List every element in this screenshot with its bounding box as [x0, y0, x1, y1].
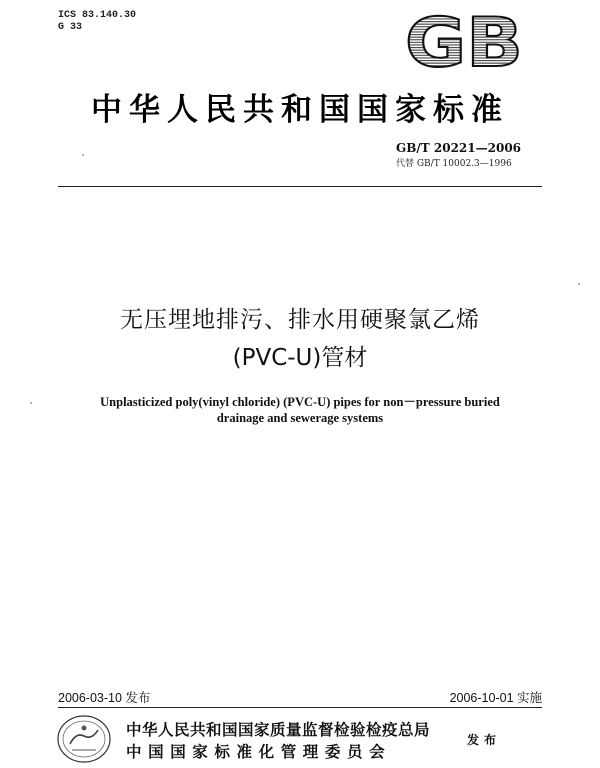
bottom-divider: [58, 707, 542, 708]
gb-logo-letters: GB: [405, 8, 523, 74]
ics-code: ICS 83.140.30: [58, 10, 137, 21]
standard-number: GB/T 20221—2006: [396, 141, 522, 155]
english-title-line-2: drainage and sewerage systems: [216, 411, 384, 425]
chinese-title-line-1: 无压埋地排污、排水用硬聚氯乙烯: [120, 307, 480, 333]
national-standard-title: 中华人民共和国国家标准: [91, 92, 509, 128]
category-code: G 33: [58, 22, 83, 33]
issue-date: 2006-03-10 发布: [58, 691, 151, 705]
top-divider: [58, 186, 542, 187]
implementation-date: 2006-10-01 实施: [449, 691, 542, 705]
replaces-standard: 代替 GB/T 10002.3—1996: [396, 159, 512, 169]
gb-logo-icon: [403, 8, 525, 74]
chinese-title-line-2: (PVC-U)管材: [232, 345, 368, 371]
classification-codes: [58, 10, 136, 34]
scan-speck: [82, 154, 84, 156]
english-title-line-1: Unplasticized poly(vinyl chloride) (PVC-U) pipes for non－pressure buried: [100, 395, 500, 409]
publish-label: 发布: [467, 733, 502, 747]
official-seal-icon: [56, 714, 112, 764]
issuer-line-2: 中国国家标准化管理委员会: [126, 743, 392, 761]
scan-speck: [578, 283, 580, 285]
issuer-line-1: 中华人民共和国国家质量监督检验检疫总局: [126, 721, 431, 739]
